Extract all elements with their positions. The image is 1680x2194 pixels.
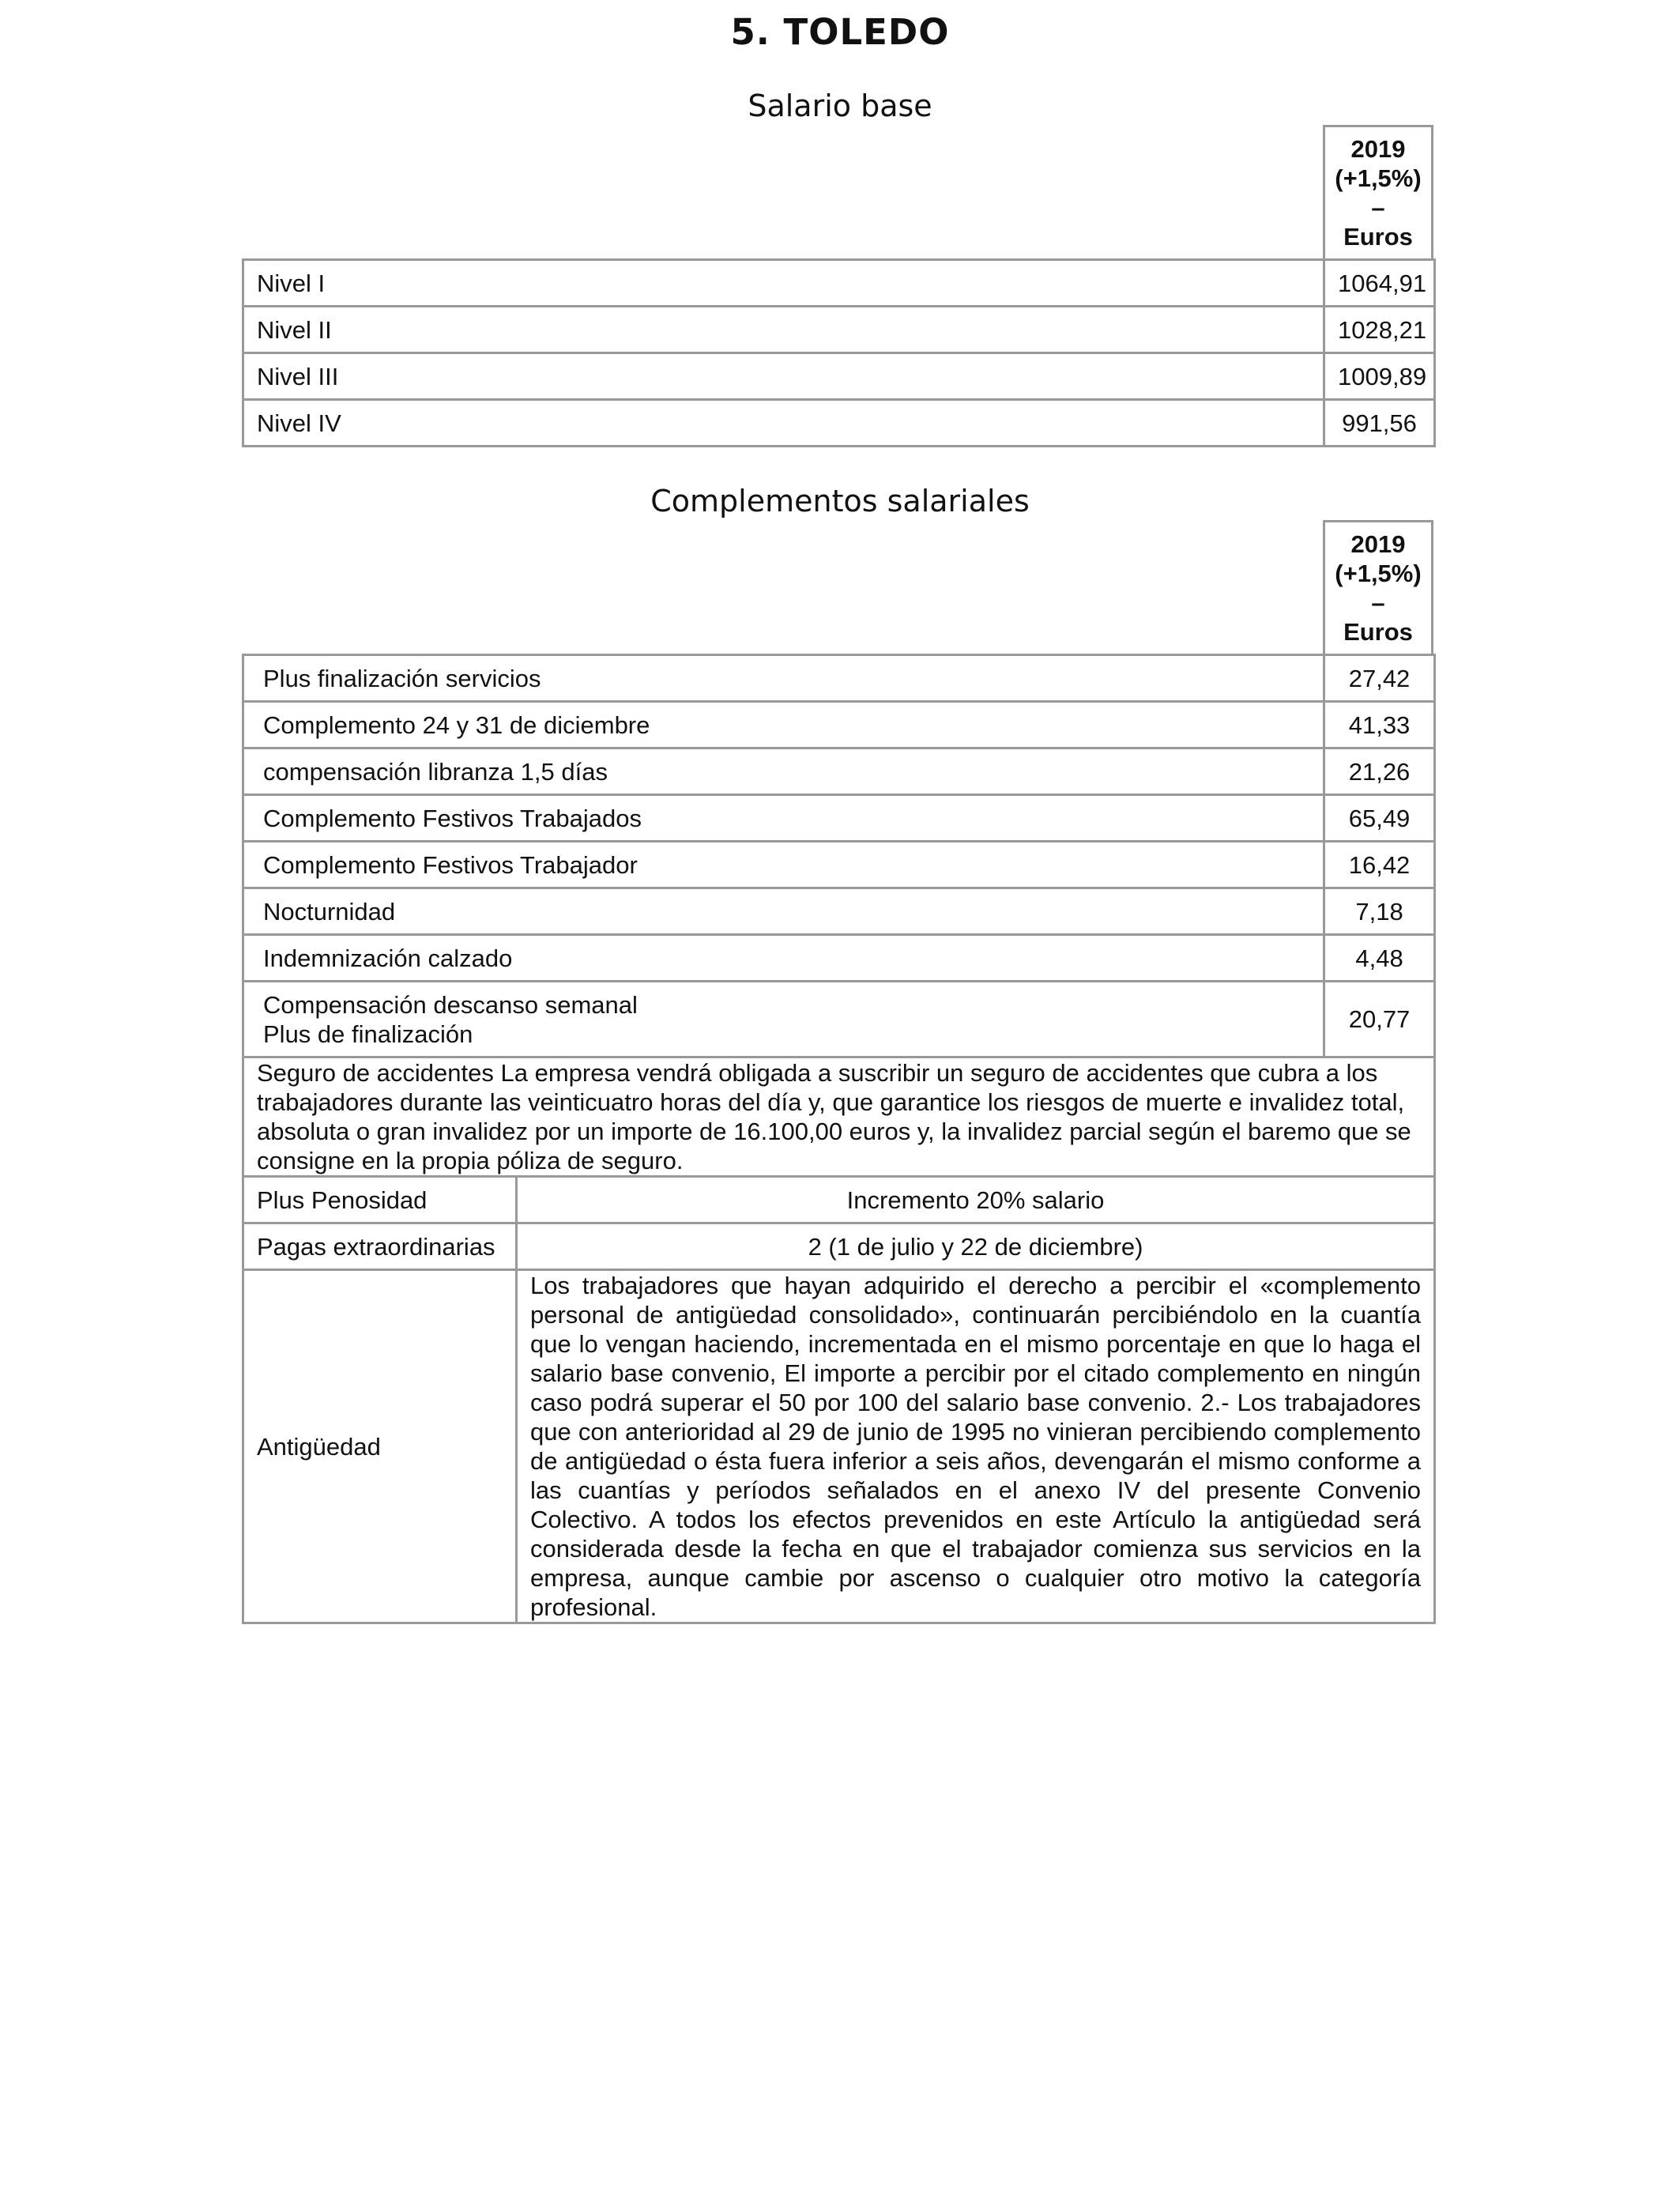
row-value: 1064,91 xyxy=(1324,260,1435,307)
page-title: 5. TOLEDO xyxy=(730,11,950,53)
table-row xyxy=(243,307,1435,353)
table-row xyxy=(243,702,1435,748)
table-row xyxy=(243,888,1435,935)
row-value: 65,49 xyxy=(1324,795,1435,842)
table-row xyxy=(243,748,1435,795)
row-label: Nivel I xyxy=(243,260,1324,307)
table-row xyxy=(243,1177,1435,1223)
row-value: Incremento 20% salario xyxy=(517,1177,1435,1223)
table-row xyxy=(243,400,1435,447)
complementos-table xyxy=(242,654,1436,1624)
table-row xyxy=(243,1223,1435,1270)
header-increase: (+1,5%) xyxy=(1335,560,1422,587)
row-label: Antigüedad xyxy=(243,1270,517,1623)
row-label: Nocturnidad xyxy=(243,888,1324,935)
table-row xyxy=(243,982,1435,1057)
table-row xyxy=(243,1270,1435,1623)
row-value: 16,42 xyxy=(1324,842,1435,888)
row-label: Pagas extraordinarias xyxy=(243,1223,517,1270)
row-value: 991,56 xyxy=(1324,400,1435,447)
row-label-line1: Compensación descanso semanal xyxy=(263,990,638,1019)
table-row xyxy=(243,353,1435,400)
row-value: 7,18 xyxy=(1324,888,1435,935)
header-dash: – xyxy=(1371,589,1385,616)
row-label: Plus finalización servicios xyxy=(243,655,1324,702)
row-value: 1028,21 xyxy=(1324,307,1435,353)
salario-base-title: Salario base xyxy=(748,89,932,123)
header-increase: (+1,5%) xyxy=(1335,164,1422,192)
row-label: Indemnización calzado xyxy=(243,935,1324,982)
header-unit: Euros xyxy=(1343,223,1413,251)
table-row xyxy=(243,260,1435,307)
row-value: 2 (1 de julio y 22 de diciembre) xyxy=(517,1223,1435,1270)
salario-base-table xyxy=(242,258,1436,447)
row-label: Plus Penosidad xyxy=(243,1177,517,1223)
row-label: Nivel II xyxy=(243,307,1324,353)
row-value: 4,48 xyxy=(1324,935,1435,982)
table-row xyxy=(243,795,1435,842)
row-label: Nivel IV xyxy=(243,400,1324,447)
row-label: Complemento Festivos Trabajados xyxy=(243,795,1324,842)
complementos-header xyxy=(1323,520,1433,656)
header-year: 2019 xyxy=(1350,135,1406,163)
header-dash: – xyxy=(1371,194,1385,221)
row-label xyxy=(243,982,1324,1057)
row-value: 41,33 xyxy=(1324,702,1435,748)
seguro-text: Seguro de accidentes La empresa vendrá obligada a suscribir un seguro de accidentes que cubra a los trabajadores durante las veinticuatro horas del día y, que garantice los riesgos de muerte e invalidez total, absoluta o gran invalidez por un importe de 16.100,00 euros y, la invalidez parcial según el baremo que se consigne en la propia póliza de seguro. xyxy=(243,1057,1435,1177)
row-value: 27,42 xyxy=(1324,655,1435,702)
row-label-line2: Plus de finalización xyxy=(263,1020,473,1048)
table-row xyxy=(243,655,1435,702)
row-value: 21,26 xyxy=(1324,748,1435,795)
row-value: 20,77 xyxy=(1324,982,1435,1057)
salario-base-header xyxy=(1323,125,1433,261)
header-year: 2019 xyxy=(1350,530,1406,558)
antiguedad-text: Los trabajadores que hayan adquirido el derecho a percibir el «complemento personal de antigüedad consolidado», continuarán percibiéndolo en la cuantía que lo vengan haciendo, incrementada en el mismo porcentaje en que lo haga el salario base convenio, El importe a percibir por el citado complemento en ningún caso podrá superar el 50 por 100 del salario base convenio. 2.- Los trabajadores que con anterioridad al 29 de junio de 1995 no vinieran percibiendo complemento de antigüedad o ésta fuera inferior a seis años, devengarán el mismo conforme a las cuantías y períodos señalados en el anexo IV del presente Convenio Colectivo. A todos los efectos prevenidos en este Artículo la antigüedad será considerada desde la fecha en que el trabajador comienza sus servicios en la empresa, aunque cambie por ascenso o cualquier otro motivo la categoría profesional. xyxy=(517,1270,1435,1623)
row-label: compensación libranza 1,5 días xyxy=(243,748,1324,795)
row-label: Complemento Festivos Trabajador xyxy=(243,842,1324,888)
complementos-title: Complementos salariales xyxy=(650,484,1030,518)
row-label: Complemento 24 y 31 de diciembre xyxy=(243,702,1324,748)
header-unit: Euros xyxy=(1343,618,1413,646)
table-row xyxy=(243,935,1435,982)
row-label: Nivel III xyxy=(243,353,1324,400)
row-value: 1009,89 xyxy=(1324,353,1435,400)
table-row xyxy=(243,842,1435,888)
seguro-row xyxy=(243,1057,1435,1177)
